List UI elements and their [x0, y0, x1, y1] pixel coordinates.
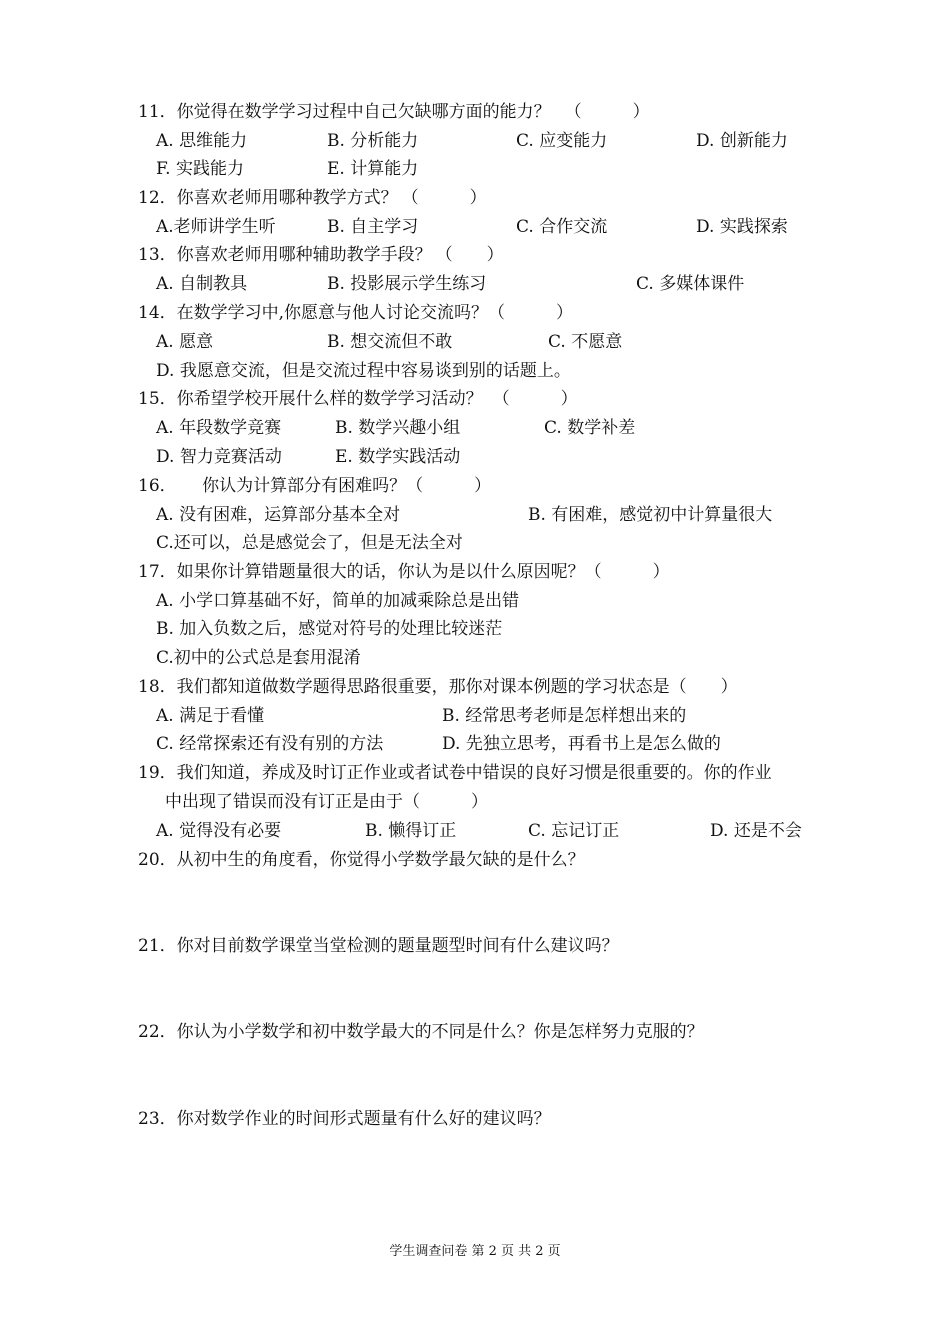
answer-blank: （ ）	[401, 188, 487, 208]
question-11	[138, 101, 650, 123]
option-15-b: B. 数学兴趣小组	[335, 418, 461, 438]
option-19-b: B. 懒得订正	[365, 821, 457, 841]
answer-blank: （ ）	[492, 389, 578, 409]
question-16	[138, 475, 491, 497]
question-15	[138, 388, 578, 410]
option-12-a: A.老师讲学生听	[156, 217, 276, 237]
option-13-b: B. 投影展示学生练习	[327, 274, 487, 294]
option-11-a: A. 思维能力	[156, 131, 248, 151]
option-14-a: A. 愿意	[156, 332, 214, 352]
option-18-a: A. 满足于看懂	[156, 706, 265, 726]
option-15-a: A. 年段数学竞赛	[156, 418, 282, 438]
answer-blank: （ ）	[406, 476, 492, 496]
question-23: 23．你对数学作业的时间形式题量有什么好的建议吗？	[138, 1109, 551, 1129]
question-11-text: 11．你觉得在数学学习过程中自己欠缺哪方面的能力？	[138, 102, 551, 122]
option-11-e: E. 计算能力	[327, 159, 419, 179]
option-16-c: C.还可以，总是感觉会了，但是无法全对	[156, 533, 463, 553]
option-15-e: E. 数学实践活动	[335, 447, 461, 467]
option-18-d: D. 先独立思考，再看书上是怎么做的	[442, 734, 721, 754]
option-11-d: D. 创新能力	[696, 131, 788, 151]
question-13-text: 13．你喜欢老师用哪种辅助教学手段？	[138, 245, 432, 265]
option-16-a: A. 没有困难，运算部分基本全对	[156, 505, 401, 525]
option-13-a: A. 自制教具	[156, 274, 248, 294]
option-12-d: D. 实践探索	[696, 217, 788, 237]
option-13-c: C. 多媒体课件	[636, 274, 745, 294]
option-18-b: B. 经常思考老师是怎样想出来的	[442, 706, 687, 726]
option-11-f: F. 实践能力	[156, 159, 244, 179]
question-19-text: 19．我们知道，养成及时订正作业或者试卷中错误的良好习惯是很重要的。你的作业	[138, 763, 772, 783]
option-15-d: D. 智力竞赛活动	[156, 447, 282, 467]
question-19-continued	[165, 791, 488, 813]
question-12	[138, 187, 487, 209]
option-17-b: B. 加入负数之后，感觉对符号的处理比较迷茫	[156, 619, 503, 639]
answer-blank: （ ）	[669, 677, 738, 697]
answer-blank: （ ）	[488, 303, 574, 323]
question-16-text: 16． 你认为计算部分有困难吗？	[138, 476, 407, 496]
question-14-text: 14．在数学学习中,你愿意与他人讨论交流吗？	[138, 303, 489, 323]
question-21: 21．你对目前数学课堂当堂检测的题量题型时间有什么建议吗？	[138, 936, 619, 956]
option-14-c: C. 不愿意	[548, 332, 623, 352]
option-16-b: B. 有困难，感觉初中计算量很大	[528, 505, 773, 525]
answer-blank: （ ）	[584, 562, 670, 582]
answer-blank: （ ）	[435, 245, 504, 265]
question-12-text: 12．你喜欢老师用哪种教学方式？	[138, 188, 398, 208]
option-19-a: A. 觉得没有必要	[156, 821, 282, 841]
question-14	[138, 302, 573, 324]
question-19	[138, 762, 772, 784]
option-19-d: D. 还是不会	[710, 821, 802, 841]
option-19-c: C. 忘记订正	[528, 821, 620, 841]
question-20: 20．从初中生的角度看，你觉得小学数学最欠缺的是什么？	[138, 850, 585, 870]
question-17	[138, 561, 670, 583]
question-19-text-line2: 中出现了错误而没有订正是由于	[165, 792, 403, 812]
option-15-c: C. 数学补差	[544, 418, 636, 438]
answer-blank: （ ）	[564, 102, 650, 122]
question-22: 22．你认为小学数学和初中数学最大的不同是什么？你是怎样努力克服的？	[138, 1022, 704, 1042]
option-18-c: C. 经常探索还有没有别的方法	[156, 734, 384, 754]
option-17-a: A. 小学口算基础不好，简单的加减乘除总是出错	[156, 591, 520, 611]
option-14-d: D. 我愿意交流，但是交流过程中容易谈到别的话题上。	[156, 361, 571, 381]
question-15-text: 15．你希望学校开展什么样的数学学习活动？	[138, 389, 483, 409]
option-11-c: C. 应变能力	[516, 131, 608, 151]
option-12-c: C. 合作交流	[516, 217, 608, 237]
question-18	[138, 676, 738, 698]
question-18-text: 18．我们都知道做数学题得思路很重要，那你对课本例题的学习状态是	[138, 677, 670, 697]
page-footer: 学生调查问卷 第 2 页 共 2 页	[389, 1244, 561, 1259]
answer-blank: （ ）	[403, 792, 488, 812]
option-12-b: B. 自主学习	[327, 217, 419, 237]
option-14-b: B. 想交流但不敢	[327, 332, 453, 352]
option-11-b: B. 分析能力	[327, 131, 419, 151]
option-17-c: C.初中的公式总是套用混淆	[156, 648, 361, 668]
question-17-text: 17．如果你计算错题量很大的话，你认为是以什么原因呢？	[138, 562, 585, 582]
question-13	[138, 244, 504, 266]
